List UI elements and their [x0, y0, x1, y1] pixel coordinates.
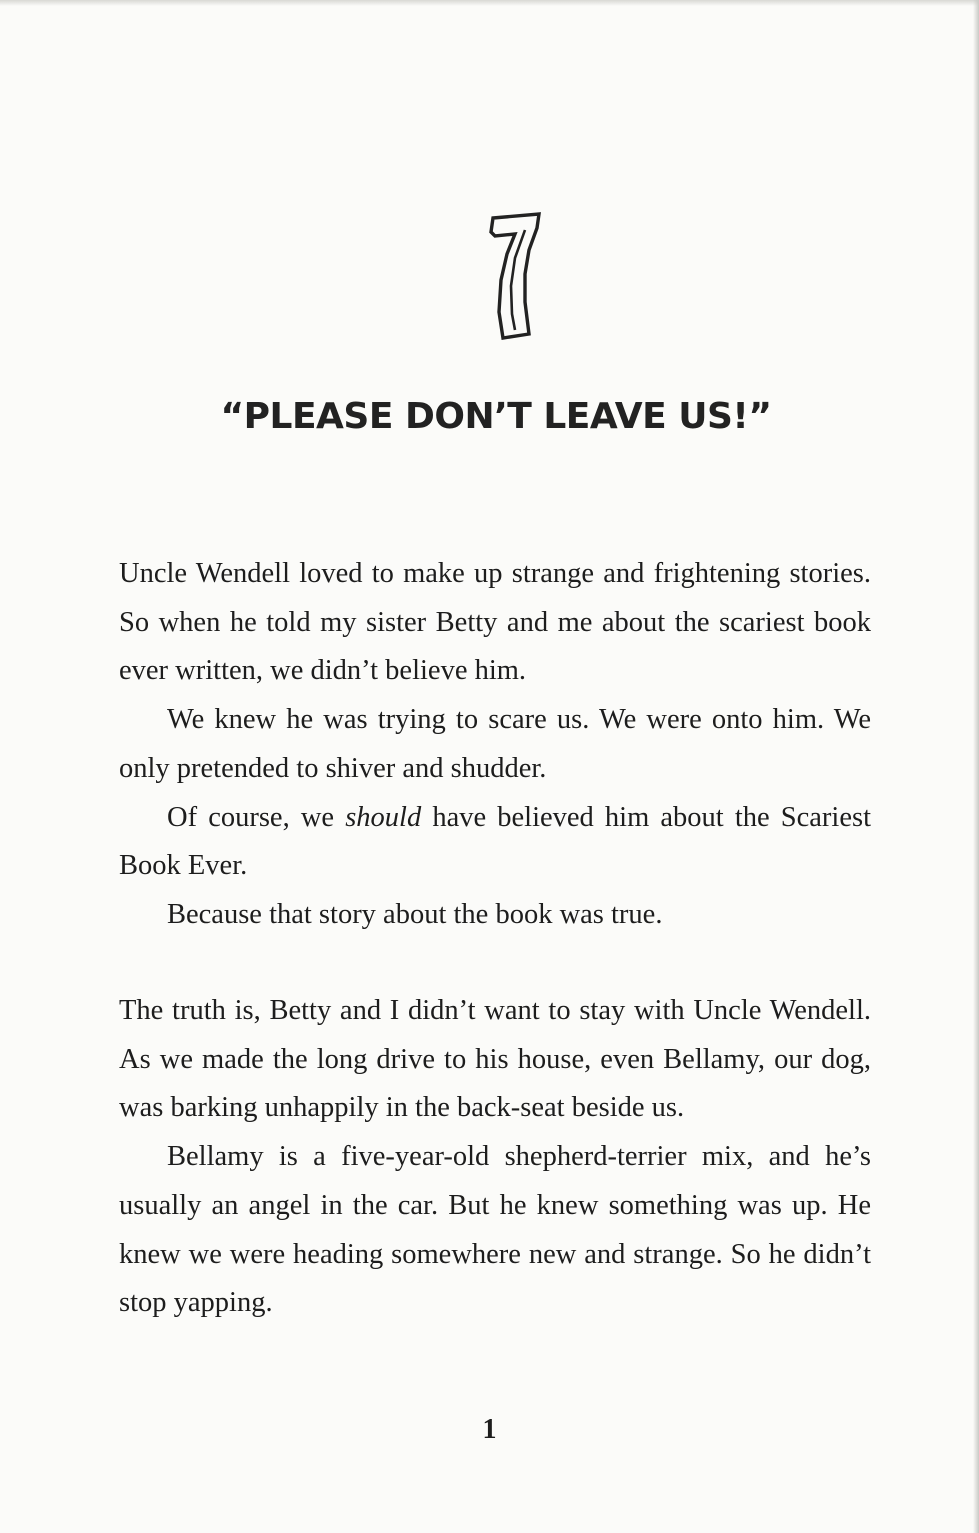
chapter-number-text: 1	[285, 10, 286, 11]
emphasis-text: should	[345, 801, 422, 833]
chapter-number-glyph	[285, 10, 545, 340]
page-number: 1	[482, 1414, 497, 1445]
paragraph: Bellamy is a five-year-old shepherd-terrier mix, and he’s usually an angel in the car. But he knew something was up. He knew we were heading somewhere new and strange. So he didn’t stop yapping.	[119, 1141, 871, 1319]
paragraph	[119, 794, 871, 891]
paragraph: Uncle Wendell loved to make up strange and frightening stories. So when he told my sister Betty and me about the scariest book ever written, we didn’t believe him.	[119, 558, 871, 687]
text-section-1	[119, 550, 871, 940]
paragraph: The truth is, Betty and I didn’t want to stay with Uncle Wendell. As we made the long drive to his house, even Bellamy, our dog, was barking unhappily in the back-seat beside us.	[119, 995, 871, 1124]
page-top-edge-shadow	[0, 0, 979, 6]
chapter-number-outline	[491, 214, 539, 338]
paragraph: Because that story about the book was true.	[167, 898, 663, 930]
chapter-title: “PLEASE DON’T LEAVE US!”	[220, 396, 772, 437]
page-right-edge-shadow	[973, 0, 979, 1533]
paragraph-text: Of course, we	[167, 801, 346, 833]
paragraph: We knew he was trying to scare us. We were onto him. We only pretended to shiver and shudder.	[119, 704, 871, 784]
paragraph-text: have believed him about the Scariest Book Ever.	[119, 801, 872, 882]
text-section-2	[119, 987, 871, 1328]
